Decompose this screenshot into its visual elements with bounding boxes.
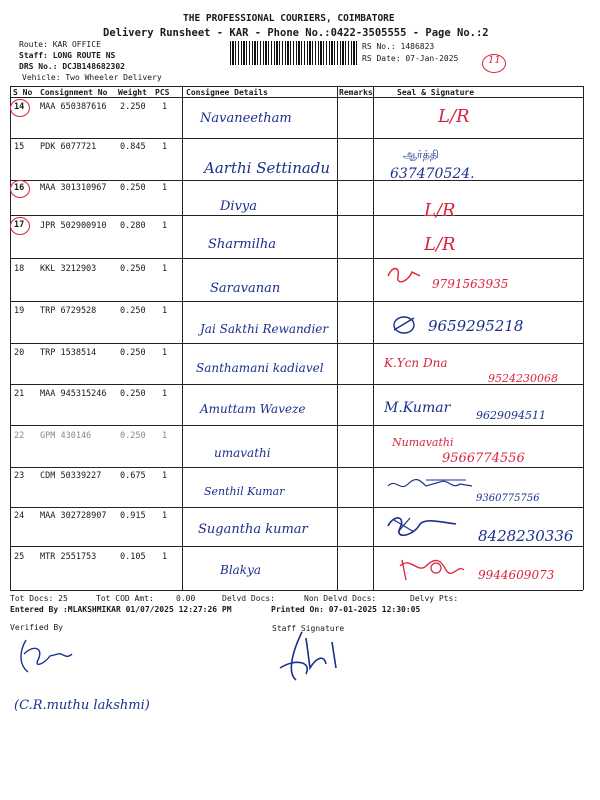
row-signature: M.Kumar — [384, 400, 451, 416]
row-sno: 20 — [14, 348, 25, 358]
signature-scribble — [390, 314, 420, 336]
rs-number: RS No.: 1486823 — [362, 42, 435, 51]
signature-scribble — [386, 476, 476, 494]
row-sno: 14 — [14, 102, 25, 112]
row-phone: 9791563935 — [432, 277, 509, 291]
company-name: THE PROFESSIONAL COURIERS, COIMBATORE — [183, 13, 395, 24]
row-signature: L/R — [438, 106, 470, 127]
row-signature: L/R — [424, 200, 456, 221]
row-signature: Numavathi — [392, 436, 454, 449]
row-sno: 17 — [14, 220, 25, 230]
printed-on: Printed On: 07-01-2025 12:30:05 — [271, 605, 421, 614]
row-phone: 8428230336 — [478, 527, 574, 545]
row-consignee-name: Senthil Kumar — [204, 485, 285, 498]
row-weight: 0.250 — [120, 431, 146, 441]
row-consignment: GPM 430146 — [40, 431, 92, 441]
row-consignment: CDM 50339227 — [40, 471, 102, 481]
signature-scribble — [396, 550, 466, 584]
staff-signature-label: Staff Signature — [272, 624, 345, 633]
row-weight: 0.250 — [120, 306, 146, 316]
row-pcs: 1 — [162, 431, 168, 441]
row-consignee-name: Amuttam Waveze — [200, 402, 306, 416]
row-weight: 0.915 — [120, 511, 146, 521]
row-consignment: TRP 6729528 — [40, 306, 97, 316]
row-pcs: 1 — [162, 471, 168, 481]
row-weight: 0.250 — [120, 389, 146, 399]
row-consignment: MAA 945315246 — [40, 389, 107, 399]
row-signature: K.Ycn Dna — [384, 356, 448, 370]
row-sno: 15 — [14, 142, 25, 152]
row-phone: 9944609073 — [478, 568, 555, 582]
total-cod-label: Tot COD Amt: — [96, 594, 154, 603]
row-signature: L/R — [424, 234, 456, 255]
row-consignment: JPR 502900910 — [40, 221, 107, 231]
delivered-docs: Delvd Docs: — [222, 594, 275, 603]
row-sno: 25 — [14, 552, 25, 562]
row-phone: 9659295218 — [428, 317, 524, 335]
non-delivered-docs: Non Delvd Docs: — [304, 594, 377, 603]
staff-label: Staff: LONG ROUTE NS — [19, 51, 116, 60]
row-consignee-name: Divya — [220, 199, 258, 214]
row-consignment: PDK 6077721 — [40, 142, 97, 152]
route-label: Route: KAR OFFICE — [19, 40, 101, 49]
staff-signature — [276, 628, 346, 688]
row-consignee-name: Sharmilha — [208, 237, 277, 252]
row-consignment: MAA 650387616 — [40, 102, 107, 112]
col-consignee: Consignee Details — [186, 88, 268, 97]
verifier-signature — [14, 634, 74, 678]
row-signature: ஆர்த்தி — [403, 148, 439, 161]
row-sno: 16 — [14, 183, 25, 193]
verifier-name: (C.R.muthu lakshmi) — [14, 698, 150, 713]
row-pcs: 1 — [162, 221, 168, 231]
row-sno: 24 — [14, 511, 25, 521]
page-mark: 11 — [488, 55, 501, 66]
col-consignment: Consignment No — [40, 88, 108, 97]
row-consignee-name: Aarthi Settinadu — [204, 159, 331, 177]
row-consignee-name: Navaneetham — [200, 111, 292, 126]
row-consignee-name: Jai Sakthi Rewandier — [200, 322, 329, 336]
row-weight: 0.105 — [120, 552, 146, 562]
barcode — [230, 41, 358, 65]
row-phone: 9629094511 — [476, 409, 546, 422]
row-sno: 22 — [14, 431, 25, 441]
row-phone: 9524230068 — [488, 372, 558, 385]
runsheet-title: Delivery Runsheet - KAR - Phone No.:0422-3505555 - Page No.:2 — [103, 27, 489, 39]
col-pcs: PCS — [155, 88, 170, 97]
row-pcs: 1 — [162, 348, 168, 358]
row-consignee-name: Blakya — [220, 563, 262, 577]
total-docs: Tot Docs: 25 — [10, 594, 68, 603]
row-pcs: 1 — [162, 183, 168, 193]
row-pcs: 1 — [162, 552, 168, 562]
vehicle-label: Vehicle: Two Wheeler Delivery — [22, 73, 162, 82]
delivery-points: Delvy Pts: — [410, 594, 459, 603]
total-cod-value: 0.00 — [176, 594, 196, 603]
row-weight: 0.280 — [120, 221, 146, 231]
row-sno: 23 — [14, 471, 25, 481]
row-consignee-name: Sugantha kumar — [198, 522, 308, 537]
row-consignment: MAA 301310967 — [40, 183, 107, 193]
row-phone: 637470524. — [390, 166, 475, 182]
row-consignment: MAA 302728907 — [40, 511, 107, 521]
row-pcs: 1 — [162, 264, 168, 274]
row-sno: 19 — [14, 306, 25, 316]
row-sno: 21 — [14, 389, 25, 399]
col-remarks: Remarks — [339, 88, 373, 97]
rs-date: RS Date: 07-Jan-2025 — [362, 54, 459, 63]
col-weight: Weight — [118, 88, 147, 97]
row-pcs: 1 — [162, 306, 168, 316]
row-weight: 0.845 — [120, 142, 146, 152]
row-consignment: KKL 3212903 — [40, 264, 97, 274]
signature-scribble — [386, 264, 426, 284]
col-sno: S No — [13, 88, 33, 97]
row-pcs: 1 — [162, 511, 168, 521]
row-consignment: TRP 1538514 — [40, 348, 97, 358]
row-phone: 9566774556 — [442, 451, 525, 466]
row-weight: 2.250 — [120, 102, 146, 112]
signature-scribble — [384, 512, 464, 538]
row-weight: 0.675 — [120, 471, 146, 481]
verified-by-label: Verified By — [10, 623, 63, 632]
row-pcs: 1 — [162, 389, 168, 399]
row-sno: 18 — [14, 264, 25, 274]
row-pcs: 1 — [162, 142, 168, 152]
row-weight: 0.250 — [120, 264, 146, 274]
row-consignee-name: Santhamani kadiavel — [196, 361, 324, 375]
entered-by: Entered By :MLAKSHMIKAR 01/07/2025 12:27:26 PM — [10, 605, 232, 614]
row-weight: 0.250 — [120, 183, 146, 193]
row-consignee-name: Saravanan — [210, 281, 281, 296]
col-seal-signature: Seal & Signature — [397, 88, 475, 97]
row-consignee-name: umavathi — [214, 446, 271, 460]
row-weight: 0.250 — [120, 348, 146, 358]
row-pcs: 1 — [162, 102, 168, 112]
row-phone: 9360775756 — [476, 493, 540, 504]
drs-number: DRS No.: DCJB148682302 — [19, 62, 125, 71]
row-consignment: MTR 2551753 — [40, 552, 97, 562]
